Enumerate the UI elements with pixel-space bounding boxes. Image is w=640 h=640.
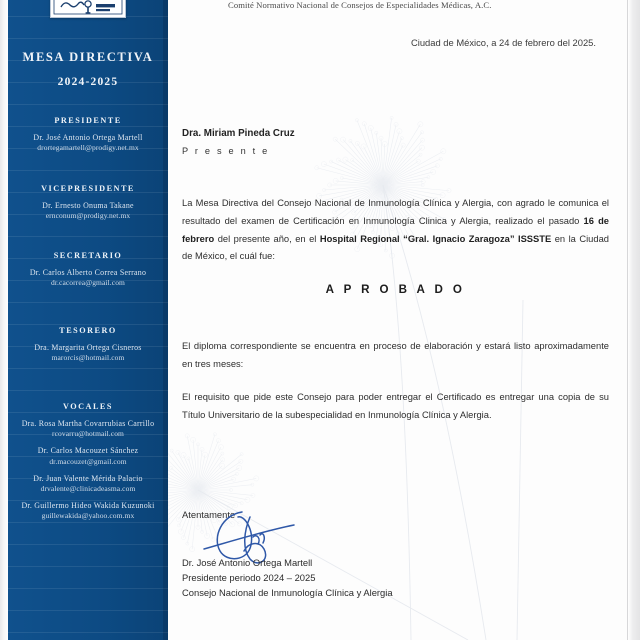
sidebar-section-vicepresidente — [8, 184, 168, 228]
paragraph-diploma: El diploma correspondiente se encuentra en proceso de elaboración y estará listo aproximadamente en tres meses: — [182, 341, 609, 369]
closing-greeting: Atentamente — [182, 509, 236, 520]
sidebar-divider-rules — [8, 0, 168, 640]
document-body — [168, 0, 628, 640]
sidebar-member-name: Dr. Carlos Macouzet Sánchez — [37, 446, 139, 456]
addressee-status: P r e s e n t e — [182, 146, 270, 156]
page-left-edge — [0, 0, 8, 640]
p1-text-1: La Mesa Directiva del Consejo Nacional de Inmunología Clínica y Alergia, con agrado le comunica el resultado del examen de Certificación en Inmunología Clinica y Alergia, realizado el pasado — [182, 198, 609, 226]
sidebar-member-email[interactable]: guillewakida@yahoo.com.mx — [41, 511, 135, 521]
sidebar-member — [8, 419, 168, 439]
sidebar-member-email[interactable]: dr.macouzet@gmail.com — [49, 456, 127, 466]
council-logo — [50, 0, 126, 18]
sidebar-section-tesorero — [8, 326, 168, 370]
sidebar-title: MESA DIRECTIVA — [22, 50, 154, 64]
sidebar-member — [8, 201, 168, 221]
sidebar-role-heading: TESORERO — [59, 326, 117, 335]
sidebar-member — [8, 474, 168, 494]
sidebar-member-name: Dra. Margarita Ortega Cisneros — [34, 343, 142, 352]
sidebar-member-name: Dr. José Antonio Ortega Martell — [33, 133, 143, 142]
page-right-edge — [628, 0, 640, 640]
header-committee-name: Comité Normativo Nacional de Consejos de Especialidades Médicas, A.C. — [228, 0, 492, 10]
sidebar-role-heading: VICEPRESIDENTE — [41, 184, 135, 193]
p1-bold-hospital: Hospital Regional “Gral. Ignacio Zaragoza” ISSSTE — [319, 233, 552, 244]
sidebar-section-secretario — [8, 251, 168, 295]
paragraph-requirement: El requisito que pide este Consejo para poder entregar el Certificado es entregar una copia de su Título Universitario de la subespecialidad en Inmunología Clínica y Alergia. — [182, 392, 609, 420]
sidebar-member — [8, 501, 168, 521]
date-line: Ciudad de México, a 24 de febrero del 2025. — [410, 37, 596, 48]
sidebar-role-heading: VOCALES — [63, 402, 113, 411]
sidebar-member-email[interactable]: drortegamartell@prodigy.net.mx — [37, 143, 139, 153]
signer-organization: Consejo Nacional de Inmunología Clínica y Alergia — [182, 587, 393, 599]
p1-bold-date: 16 de febrero — [182, 215, 609, 244]
paragraph-result — [182, 195, 609, 265]
signer-block — [182, 555, 393, 601]
sidebar-member-name: Dr. Guillermo Hideo Wakida Kuzunoki — [21, 500, 155, 510]
verdict-aprobado: A P R O B A D O — [325, 283, 466, 296]
sidebar-member-email[interactable]: drvalente@clinicadeasma.com — [40, 484, 136, 494]
sidebar-member-email[interactable]: ernconum@prodigy.net.mx — [45, 211, 131, 221]
p1-text-3: en la Ciudad de México, el cuál fue: — [182, 233, 609, 262]
sidebar-member-name: Dr. Ernesto Onuma Takane — [42, 201, 134, 210]
sidebar-role-heading: PRESIDENTE — [54, 116, 122, 125]
signer-name: Dr. José Antonio Ortega Martell — [182, 557, 313, 568]
addressee-name: Dra. Miriam Pineda Cruz — [182, 128, 295, 139]
p1-text-2: del presente año, en el — [214, 233, 320, 244]
sidebar-member-email[interactable]: rcovarru@hotmail.com — [51, 429, 124, 439]
sidebar-role-heading: SECRETARIO — [53, 251, 123, 260]
sidebar-member-name: Dra. Rosa Martha Covarrubias Carrillo — [21, 419, 155, 428]
sidebar-member-name: Dr. Juan Valente Mérida Palacio — [33, 473, 143, 483]
sidebar-section-vocales — [8, 402, 168, 528]
sidebar-member — [8, 133, 168, 153]
signer-role: Presidente periodo 2024 – 2025 — [182, 572, 316, 584]
sidebar-member-email[interactable]: dr.cacorrea@gmail.com — [51, 278, 125, 288]
sidebar-member — [8, 343, 168, 363]
sidebar-member-name: Dr. Carlos Alberto Correa Serrano — [29, 268, 147, 277]
sidebar-section-presidente — [8, 116, 168, 160]
sidebar — [8, 0, 168, 640]
sidebar-years: 2024-2025 — [57, 76, 119, 88]
sidebar-member-email[interactable]: marorcis@hotmail.com — [51, 353, 125, 363]
sidebar-member — [8, 446, 168, 466]
sidebar-member — [8, 268, 168, 288]
